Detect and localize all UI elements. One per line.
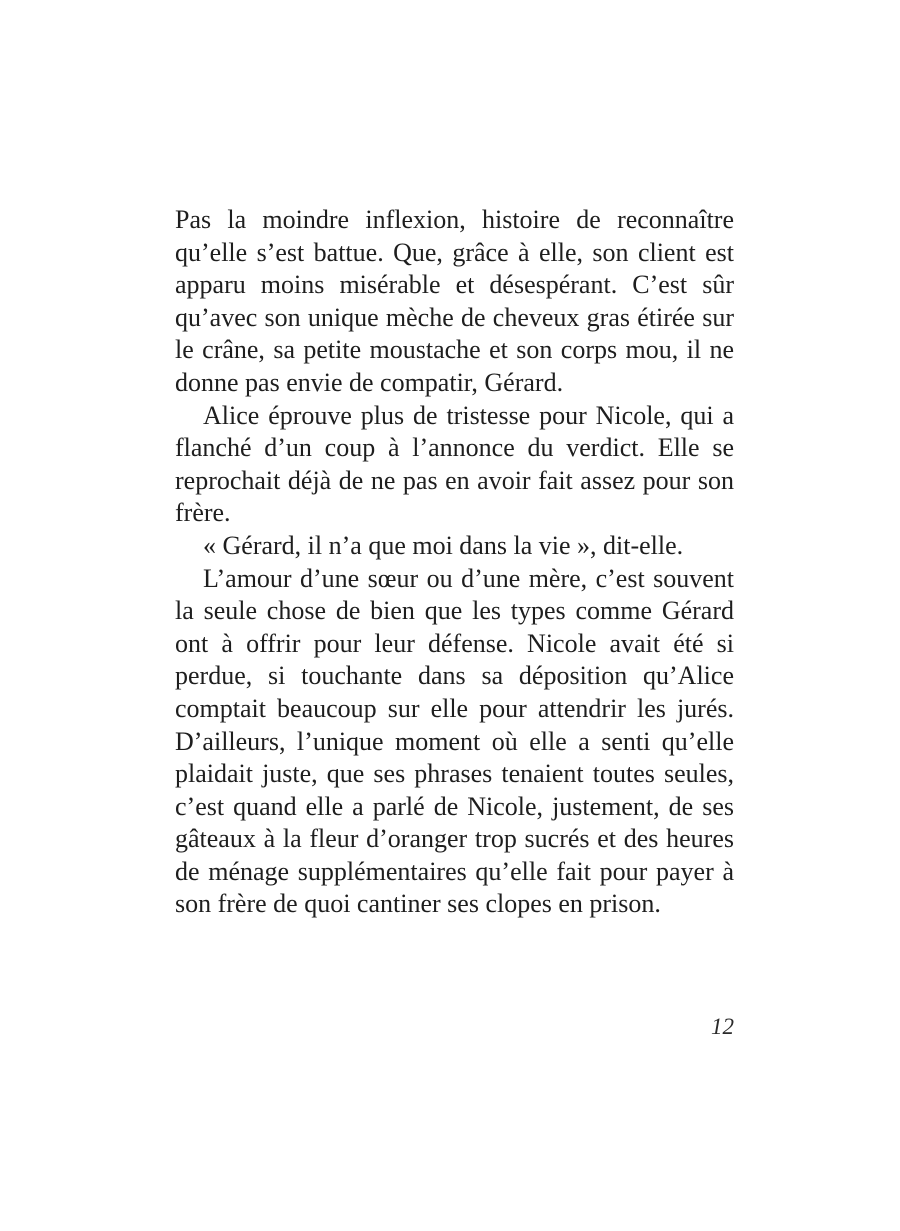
body-text bbox=[175, 204, 734, 921]
paragraph-4: L’amour d’une sœur ou d’une mère, c’est souvent la seule chose de bien que les types comme Gérard ont à offrir pour leur défense. Nicole avait été si perdue, si touchante dans sa déposition qu’Alice comptait beaucoup sur elle pour attendrir les jurés. D’ailleurs, l’unique moment où elle a senti qu’elle plaidait juste, que ses phrases tenaient toutes seules, c’est quand elle a parlé de Nicole, justement, de ses gâteaux à la fleur d’oranger trop sucrés et des heures de ménage supplémentaires qu’elle fait pour payer à son frère de quoi cantiner ses clopes en prison. bbox=[175, 563, 734, 919]
paragraph-2: Alice éprouve plus de tristesse pour Nicole, qui a flanché d’un coup à l’annonce du verdict. Elle se reprochait déjà de ne pas en avoir fait assez pour son frère. bbox=[175, 400, 734, 528]
page-number: 12 bbox=[711, 1014, 734, 1039]
paragraph-1: Pas la moindre inflexion, histoire de reconnaître qu’elle s’est battue. Que, grâce à elle, son client est apparu moins misérable et désespérant. C’est sûr qu’avec son unique mèche de cheveux gras étirée sur le crâne, sa petite moustache et son corps mou, il ne donne pas envie de compatir, Gérard. bbox=[175, 205, 734, 397]
paragraph-3-dialogue: « Gérard, il n’a que moi dans la vie », dit-elle. bbox=[203, 530, 684, 560]
